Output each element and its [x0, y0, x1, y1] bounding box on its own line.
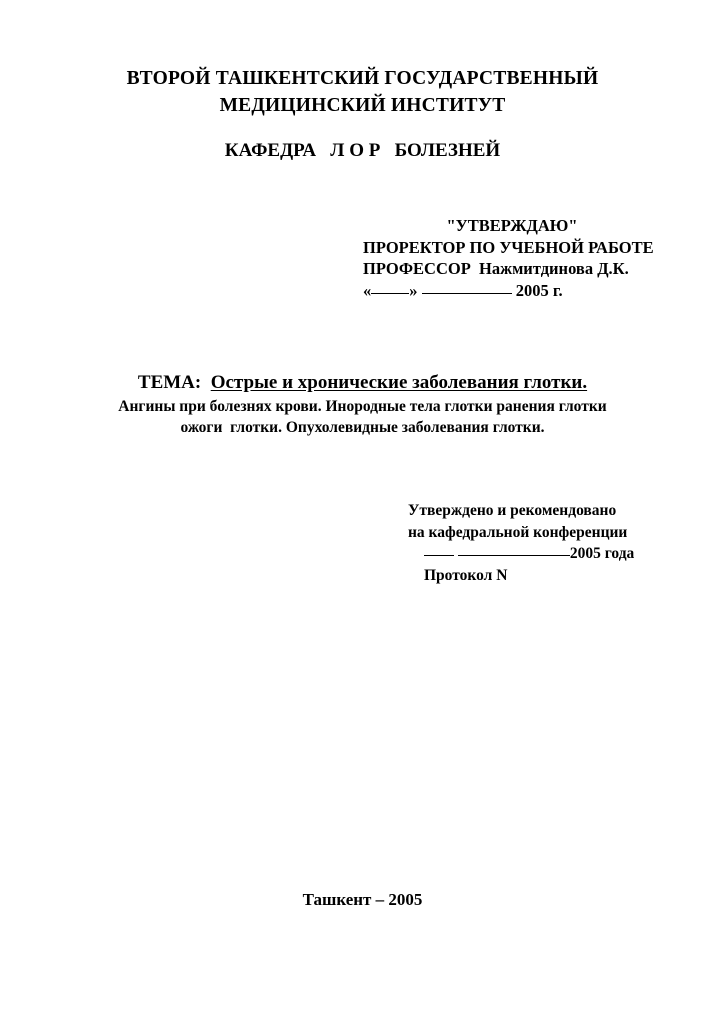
theme-main-line	[0, 370, 725, 396]
recommendation-day-blank	[424, 555, 454, 556]
theme-block	[0, 370, 725, 438]
theme-subline-2: ожоги глотки. Опухолевидные заболевания глотки.	[180, 419, 545, 436]
institute-header	[0, 65, 725, 119]
footer-city-year: Ташкент – 2005	[302, 890, 423, 909]
date-open-quote: «	[363, 280, 372, 300]
institute-name-line-1: ВТОРОЙ ТАШКЕНТСКИЙ ГОСУДАРСТВЕННЫЙ	[126, 68, 599, 89]
department-title: КАФЕДРА Л О Р БОЛЕЗНЕЙ	[224, 140, 501, 161]
recommendation-month-blank	[458, 555, 570, 556]
recommendation-block	[408, 500, 708, 586]
recommendation-line-1: Утверждено и рекомендовано	[408, 502, 617, 519]
theme-subline-1: Ангины при болезнях крови. Инородные тела глотки ранения глотки	[118, 398, 607, 415]
approval-position: ПРОРЕКТОР ПО УЧЕБНОЙ РАБОТЕ	[363, 237, 654, 257]
date-year: 2005 г.	[515, 280, 563, 300]
recommendation-date-row	[408, 543, 708, 565]
approval-professor: ПРОФЕССОР Нажмитдинова Д.К.	[363, 259, 629, 278]
approval-block	[363, 215, 703, 301]
theme-label: ТЕМА:	[137, 372, 211, 393]
protocol-number: Протокол N	[424, 566, 508, 584]
institute-name-line-2: МЕДИЦИНСКИЙ ИНСТИТУТ	[219, 95, 506, 116]
approval-heading: "УТВЕРЖДАЮ"	[446, 216, 578, 235]
theme-subject: Острые и хронические заболевания глотки.	[210, 372, 588, 393]
date-close-quote: »	[409, 280, 418, 300]
recommendation-line-2: на кафедральной конференции	[408, 523, 628, 541]
date-day-blank	[371, 293, 409, 294]
date-month-blank	[422, 293, 512, 294]
approval-date-row	[363, 280, 703, 302]
recommendation-year: 2005 года	[569, 545, 635, 562]
